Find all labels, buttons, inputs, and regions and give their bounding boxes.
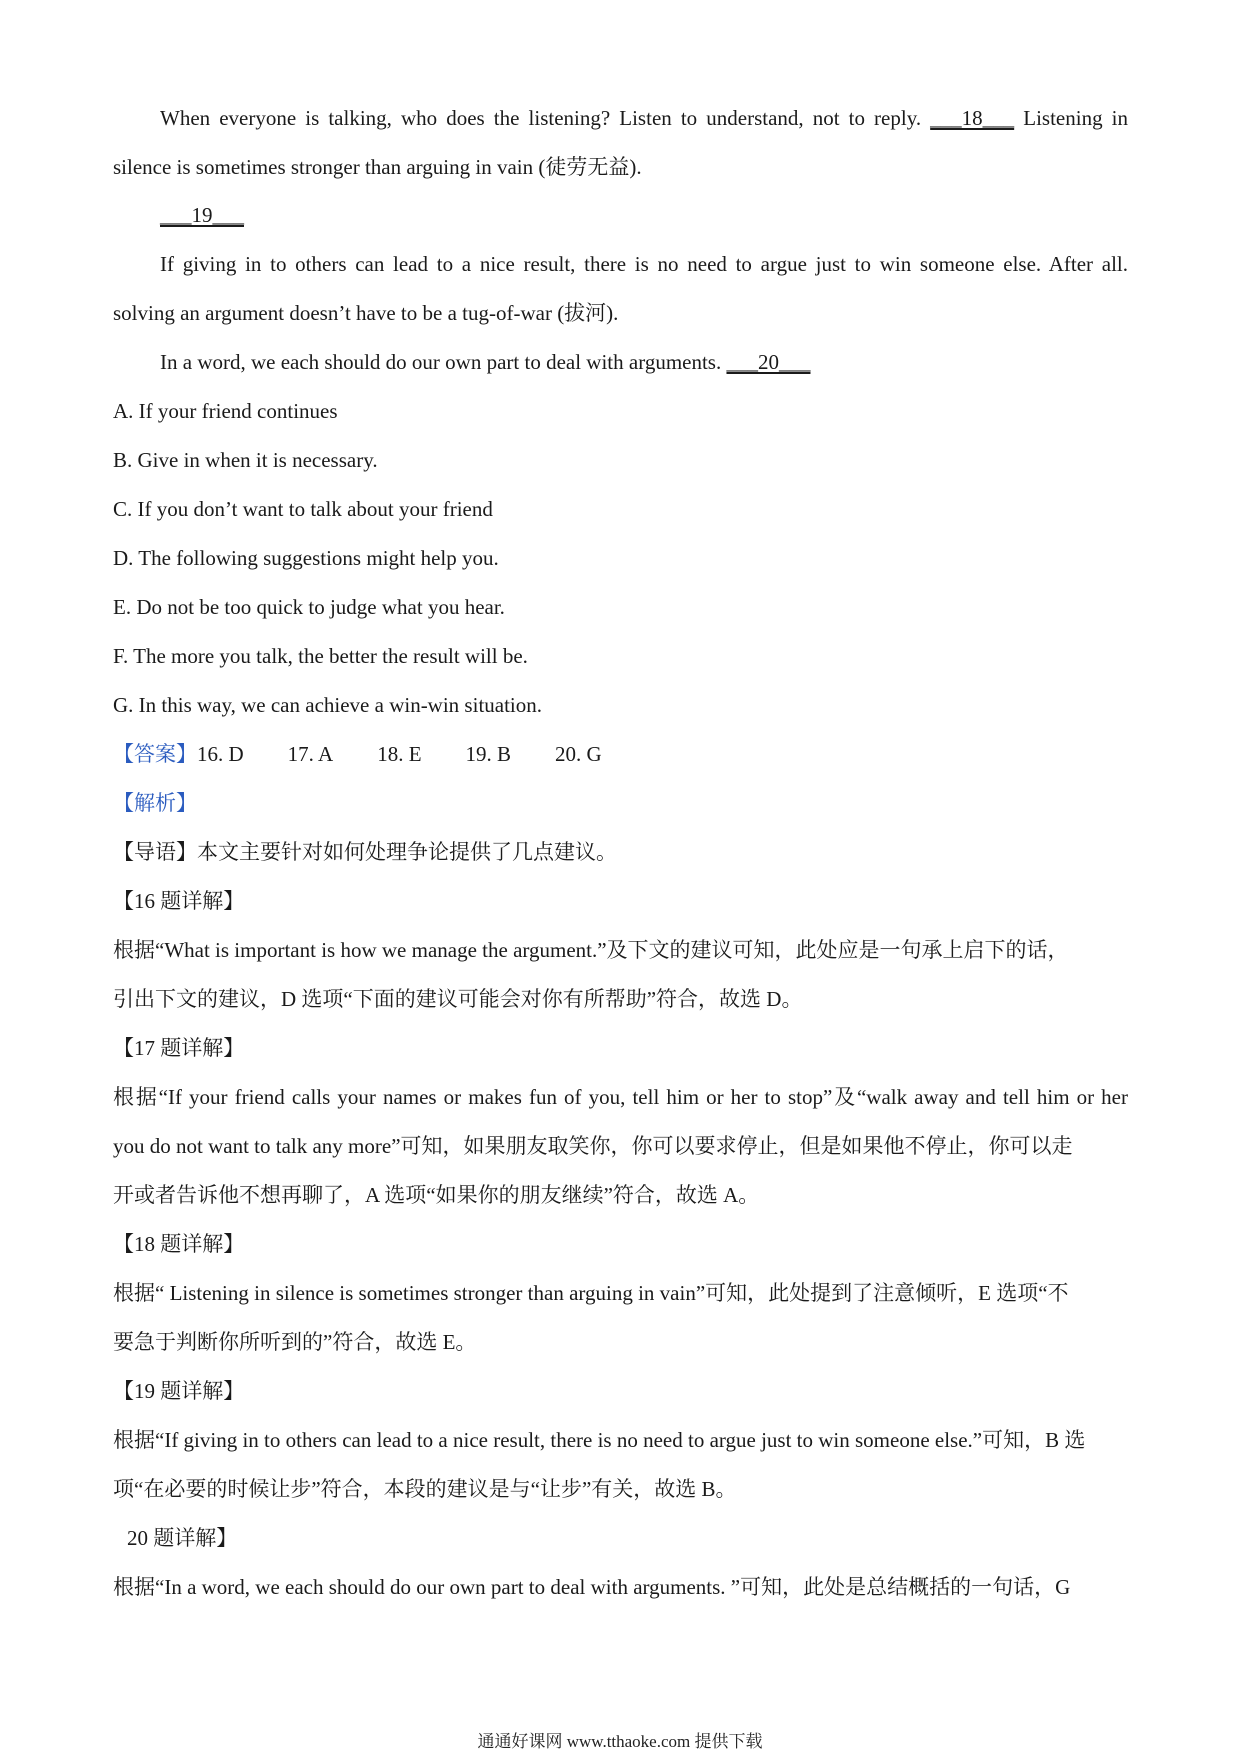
- passage-paragraph-1-line-2: silence is sometimes stronger than arguing in vain (徒劳无益).: [113, 155, 642, 179]
- q19-title: 【19 题详解】: [113, 1379, 245, 1403]
- answer-item: 17. A: [287, 742, 334, 766]
- q18-line-2: 要急于判断你所听到的”符合，故选 E。: [113, 1330, 477, 1354]
- passage-text: When everyone is talking, who does the listening? Listen to understand, not to reply.: [160, 106, 931, 130]
- q16-line-1: 根据“What is important is how we manage the argument.”及下文的建议可知，此处应是一句承上启下的话，: [113, 938, 1069, 962]
- q20-title: 20 题详解】: [127, 1526, 238, 1550]
- option-b: B. Give in when it is necessary.: [113, 448, 378, 472]
- guide-text: 【导语】本文主要针对如何处理争论提供了几点建议。: [113, 840, 617, 864]
- passage-paragraph-4: [160, 348, 810, 376]
- passage-paragraph-3-line-1: If giving in to others can lead to a nice result, there is no need to argue just to win someone else. After all.: [160, 252, 1128, 276]
- q18-title: 【18 题详解】: [113, 1232, 245, 1256]
- q16-line-2: 引出下文的建议，D 选项“下面的建议可能会对你有所帮助”符合，故选 D。: [113, 987, 803, 1011]
- blank-18: ___18___: [930, 106, 1015, 130]
- passage-paragraph-1-line-1: [160, 104, 1128, 132]
- analysis-label: 【解析】: [113, 791, 197, 815]
- q20-line-1: 根据“In a word, we each should do our own part to deal with arguments. ”可知，此处是总结概括的一句话，G: [113, 1575, 1071, 1599]
- q17-line-3: 开或者告诉他不想再聊了，A 选项“如果你的朋友继续”符合，故选 A。: [113, 1183, 760, 1207]
- page-footer: 通通好课网 www.tthaoke.com 提供下载: [477, 1732, 763, 1751]
- answer-item: 18. E: [377, 742, 422, 766]
- answer-item: 16. D: [197, 742, 244, 766]
- q18-line-1: 根据“ Listening in silence is sometimes stronger than arguing in vain”可知，此处提到了注意倾听，E 选项“不: [113, 1281, 1069, 1305]
- answer-label: 【答案】: [113, 742, 197, 766]
- q17-title: 【17 题详解】: [113, 1036, 245, 1060]
- option-g: G. In this way, we can achieve a win-win situation.: [113, 693, 543, 717]
- option-e: E. Do not be too quick to judge what you hear.: [113, 595, 505, 619]
- blank-20: ___20___: [726, 350, 811, 374]
- q16-title: 【16 题详解】: [113, 889, 245, 913]
- passage-paragraph-3-line-2: solving an argument doesn’t have to be a tug-of-war (拔河).: [113, 301, 619, 325]
- blank-19: ___19___: [160, 203, 244, 227]
- answer-line: [113, 740, 646, 768]
- q19-line-1: 根据“If giving in to others can lead to a nice result, there is no need to argue just to win someone else.”可知，B 选: [113, 1428, 1086, 1452]
- q17-line-1: 根据“If your friend calls your names or makes fun of you, tell him or her to stop”及“walk away and tell him or her: [113, 1085, 1128, 1109]
- passage-text: Listening in: [1014, 106, 1128, 130]
- passage-paragraph-2: [160, 201, 244, 229]
- option-d: D. The following suggestions might help you.: [113, 546, 499, 570]
- option-a: A. If your friend continues: [113, 399, 338, 423]
- passage-text: In a word, we each should do our own part to deal with arguments.: [160, 350, 727, 374]
- option-c: C. If you don’t want to talk about your friend: [113, 497, 493, 521]
- answer-item: 20. G: [555, 742, 602, 766]
- option-f: F. The more you talk, the better the result will be.: [113, 644, 528, 668]
- q17-line-2: you do not want to talk any more”可知，如果朋友取笑你，你可以要求停止，但是如果他不停止，你可以走: [113, 1134, 1073, 1158]
- answer-item: 19. B: [465, 742, 512, 766]
- q19-line-2: 项“在必要的时候让步”符合，本段的建议是与“让步”有关，故选 B。: [113, 1477, 737, 1501]
